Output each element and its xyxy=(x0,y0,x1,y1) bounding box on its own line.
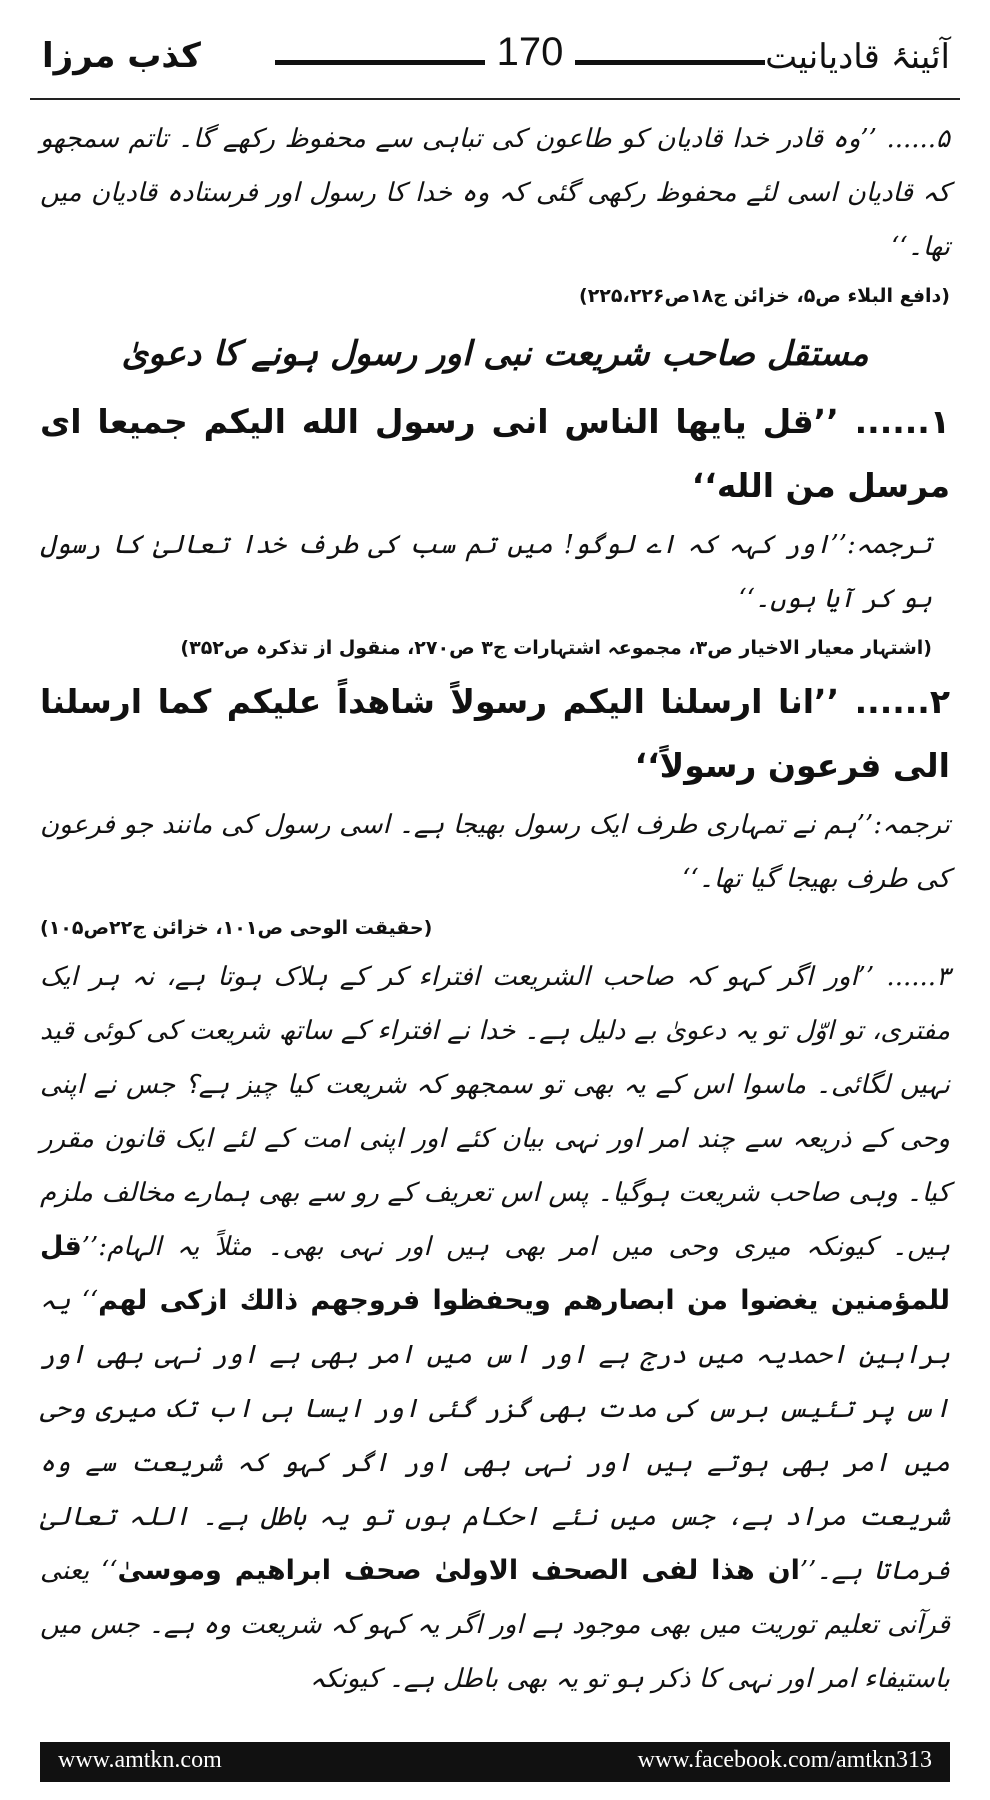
chapter-title: کذب مرزا xyxy=(42,36,201,76)
item-2-translation: ترجمہ:’’ہم نے تمہاری طرف ایک رسول بھیجا ہے۔ اسی رسول کی مانند جو فرعون کی طرف بھیجا گیا تھا۔‘‘ xyxy=(40,810,950,894)
item-2-arabic: ۲...... ’’انا ارسلنا الیکم رسولاً شاهداً علیکم کما ارسلنا الی فرعون رسولاً‘‘ xyxy=(40,682,950,785)
item-2-reference: (حقیقت الوحی ص۱۰۱، خزائن ج۲۲ص۱۰۵) xyxy=(40,917,433,939)
header-rule-left xyxy=(275,60,485,65)
website-link[interactable]: www.amtkn.com xyxy=(58,1747,222,1773)
item-5-reference: (دافع البلاء ص۵، خزائن ج۱۸ص۲۲۵،۲۲۶) xyxy=(579,285,950,307)
item-3-part-3: ‘‘ یعنی قرآنی تعلیم توریت میں بھی موجود ہے اور اگر یہ کہو کہ شریعت وہ ہے۔ جس میں باستیفاء امر اور نہی کا ذکر ہو تو یہ بھی باطل ہے۔ کیونکہ xyxy=(40,1556,950,1694)
item-1-arabic: ۱...... ’’قل یایها الناس انی رسول الله الیکم جمیعا ای مرسل من الله‘‘ xyxy=(40,402,950,505)
header-rule-right xyxy=(575,60,765,65)
page-header xyxy=(30,26,960,96)
item-1-reference: (اشتہار معیار الاخیار ص۳، مجموعہ اشتہارات ج۳ ص۲۷۰، منقول از تذکرہ ص۳۵۲) xyxy=(180,637,932,659)
book-title: آئینۂ قادیانیت xyxy=(765,37,950,77)
header-divider xyxy=(30,98,960,100)
item-5-text: ۵...... ’’وہ قادر خدا قادیان کو طاعون کی تباہی سے محفوظ رکھے گا۔ تاتم سمجھو کہ قادیان اسی لئے محفوظ رکھی گئی کہ وہ خدا کا رسول اور فرستادہ قادیان میں تھا۔‘‘ xyxy=(40,124,950,262)
section-heading: مستقل صاحب شریعت نبی اور رسول ہونے کا دعویٰ xyxy=(121,334,869,374)
quran-arabic: ان هذا لفی الصحف الاولیٰ صحف ابراهیم وموسیٰ xyxy=(117,1555,800,1586)
ilham-arabic: قل للمؤمنین یغضوا من ابصارهم ویحفظوا فروجهم ذالك ازكی لهم xyxy=(40,1231,950,1316)
page-footer xyxy=(40,1742,950,1782)
item-3-paragraph xyxy=(40,950,950,1706)
ilham-label: یہ الہام:’’ xyxy=(81,1232,200,1262)
page-number: 170 xyxy=(496,30,564,74)
facebook-link[interactable]: www.facebook.com/amtkn313 xyxy=(637,1747,932,1773)
item-1-translation: ترجمہ:’’اور کہہ کہ اے لوگو! میں تم سب کی طرف خدا تعالیٰ کا رسول ہو کر آیا ہوں۔‘‘ xyxy=(40,530,932,614)
item-3-part-2: ‘‘ یہ براہین احمدیہ میں درج ہے اور اس میں امر بھی ہے اور نہی بھی اور اس پر تئیس برس کی مدت بھی گزر گئی اور ایسا ہی اب تک میری وحی میں امر بھی ہوتے ہیں اور نہی بھی اور اگر کہو کہ شریعت سے وہ شریعت مراد ہے، جس میں نئے احکام ہوں تو یہ باطل ہے۔ اللہ تعالیٰ فرماتا ہے۔’’ xyxy=(40,1286,951,1586)
page-body xyxy=(40,112,950,1706)
item-3-part-1: ۳...... ’’اور اگر کہو کہ صاحب الشریعت افتراء کر کے ہلاک ہوتا ہے، نہ ہر ایک مفتری، تو اوّل تو یہ دعویٰ بے دلیل ہے۔ خدا نے افتراء کے ساتھ شریعت کی کوئی قید نہیں لگائی۔ ماسوا اس کے یہ بھی تو سمجھو کہ شریعت کیا چیز ہے؟ جس نے اپنی وحی کے ذریعہ سے چند امر اور نہی بیان کئے اور اپنی امت کے لئے ایک قانون مقرر کیا۔ وہی صاحب شریعت ہوگیا۔ پس اس تعریف کے رو سے بھی ہمارے مخالف ملزم ہیں۔ کیونکہ میری وحی میں امر بھی ہیں اور نہی بھی۔ مثلاً xyxy=(40,962,951,1262)
